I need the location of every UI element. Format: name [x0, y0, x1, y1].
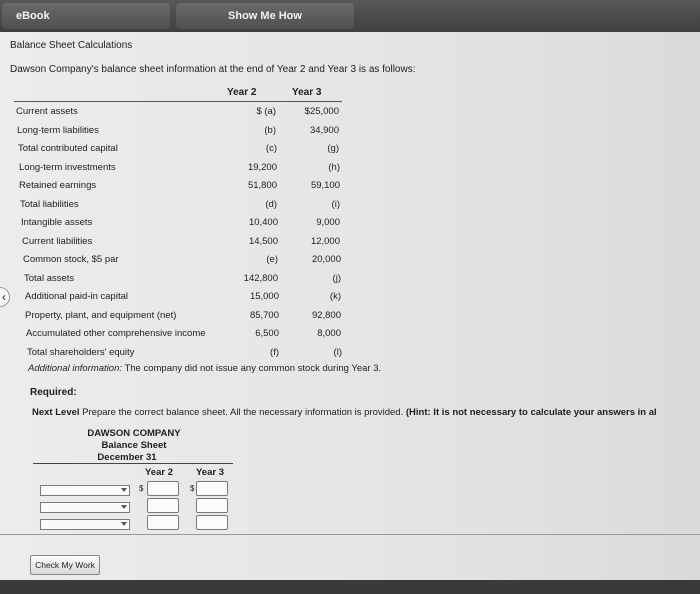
row-label: Total shareholders' equity: [27, 346, 135, 358]
row-year3-value: (k): [329, 291, 341, 302]
row-year3-value: 12,000: [310, 235, 340, 247]
row-year2-value: (f): [270, 346, 279, 358]
chevron-left-icon[interactable]: ‹: [0, 287, 10, 307]
row-label: Property, plant, and equipment (net): [25, 309, 177, 321]
table-row: [0, 106, 360, 124]
problem-content: [0, 32, 700, 594]
row-label: Total assets: [24, 272, 75, 284]
row-year2-value: 85,700: [249, 309, 279, 321]
row-label: Long-term liabilities: [17, 124, 99, 136]
additional-text: The company did not issue any common stock during Year 3.: [124, 363, 382, 374]
divider: [0, 534, 700, 535]
row-year3-value: $25,000: [304, 106, 339, 117]
row-year2-value: 14,500: [248, 235, 278, 247]
problem-intro: Dawson Company's balance sheet information at the end of Year 2 and Year 3 is as follows:: [10, 64, 416, 75]
amount-input-year3-2[interactable]: [196, 498, 228, 513]
top-toolbar: [0, 0, 700, 32]
row-year3-value: 59,100: [310, 180, 340, 191]
table-row: [0, 236, 360, 254]
row-year3-value: 8,000: [317, 328, 341, 339]
hint-text: (Hint: It is not necessary to calculate your answers in al: [405, 407, 657, 418]
table-row: [0, 328, 360, 346]
required-heading: Required:: [30, 387, 77, 398]
row-year3-value: (h): [328, 161, 340, 173]
row-label: Current liabilities: [22, 235, 93, 247]
row-year2-value: 15,000: [249, 291, 279, 302]
table-row: [0, 347, 360, 365]
additional-information: [28, 363, 381, 374]
table-row: [0, 291, 360, 309]
dollar-sign-year2: $: [139, 484, 144, 493]
row-label: Total contributed capital: [18, 143, 118, 154]
amount-input-year3-3[interactable]: [196, 515, 228, 530]
header-rule: [14, 101, 342, 102]
row-year3-value: 92,800: [311, 309, 341, 321]
col-header-year3: Year 3: [292, 87, 322, 98]
row-label: Intangible assets: [21, 217, 93, 228]
account-select-1[interactable]: [40, 485, 130, 496]
row-year3-value: (j): [332, 272, 341, 284]
statement-name: Balance Sheet: [101, 440, 167, 451]
row-year2-value: (e): [266, 254, 278, 265]
table-row: [0, 254, 360, 272]
row-year2-value: (d): [265, 198, 277, 210]
row-label: Long-term investments: [19, 161, 116, 173]
row-label: Current assets: [16, 106, 78, 117]
table-row: [0, 217, 360, 235]
row-year3-value: 20,000: [311, 254, 341, 265]
row-year2-value: 142,800: [243, 272, 278, 284]
row-year2-value: (c): [265, 143, 277, 154]
dollar-sign-year3: $: [190, 484, 195, 493]
table-row: [0, 310, 360, 328]
row-year3-value: (l): [333, 346, 342, 358]
statement-date: December 31: [97, 452, 157, 463]
table-row: [0, 273, 360, 291]
next-level-text: Prepare the correct balance sheet. All the necessary information is provided.: [82, 407, 404, 418]
statement-col-year3: Year 3: [196, 467, 224, 478]
row-label: Common stock, $5 par: [23, 254, 119, 265]
check-my-work-button[interactable]: Check My Work: [30, 555, 100, 575]
table-row: [0, 162, 360, 180]
row-year3-value: (i): [331, 198, 340, 210]
company-name: DAWSON COMPANY: [87, 428, 181, 439]
row-year3-value: (g): [327, 143, 339, 154]
table-row: [0, 180, 360, 198]
next-level-instruction: [32, 407, 657, 418]
col-header-year2: Year 2: [227, 87, 257, 98]
table-row: [0, 125, 360, 143]
account-select-3[interactable]: [40, 519, 130, 530]
problem-title: Balance Sheet Calculations: [10, 40, 133, 51]
ebook-tab[interactable]: eBook: [2, 3, 170, 29]
table-row: [0, 199, 360, 217]
amount-input-year2-1[interactable]: [147, 481, 179, 496]
bottom-bar: [0, 580, 700, 594]
account-select-2[interactable]: [40, 502, 130, 513]
statement-rule: [33, 463, 233, 464]
row-year2-value: 6,500: [255, 328, 279, 339]
row-year2-value: 51,800: [247, 180, 277, 191]
row-year2-value: $ (a): [256, 106, 276, 117]
row-label: Accumulated other comprehensive income: [26, 328, 206, 339]
next-level-label: Next Level: [32, 407, 80, 418]
row-label: Total liabilities: [20, 198, 79, 210]
amount-input-year2-3[interactable]: [147, 515, 179, 530]
row-label: Retained earnings: [19, 180, 97, 191]
row-year2-value: 10,400: [248, 217, 278, 228]
table-row: [0, 143, 360, 161]
amount-input-year3-1[interactable]: [196, 481, 228, 496]
statement-col-year2: Year 2: [145, 467, 173, 478]
row-year2-value: (b): [264, 124, 276, 136]
row-label: Additional paid-in capital: [25, 291, 128, 302]
row-year2-value: 19,200: [247, 161, 277, 173]
row-year3-value: 9,000: [316, 217, 340, 228]
amount-input-year2-2[interactable]: [147, 498, 179, 513]
show-me-how-tab[interactable]: Show Me How: [176, 3, 354, 29]
row-year3-value: 34,900: [309, 124, 339, 136]
additional-label: Additional information:: [28, 363, 122, 374]
